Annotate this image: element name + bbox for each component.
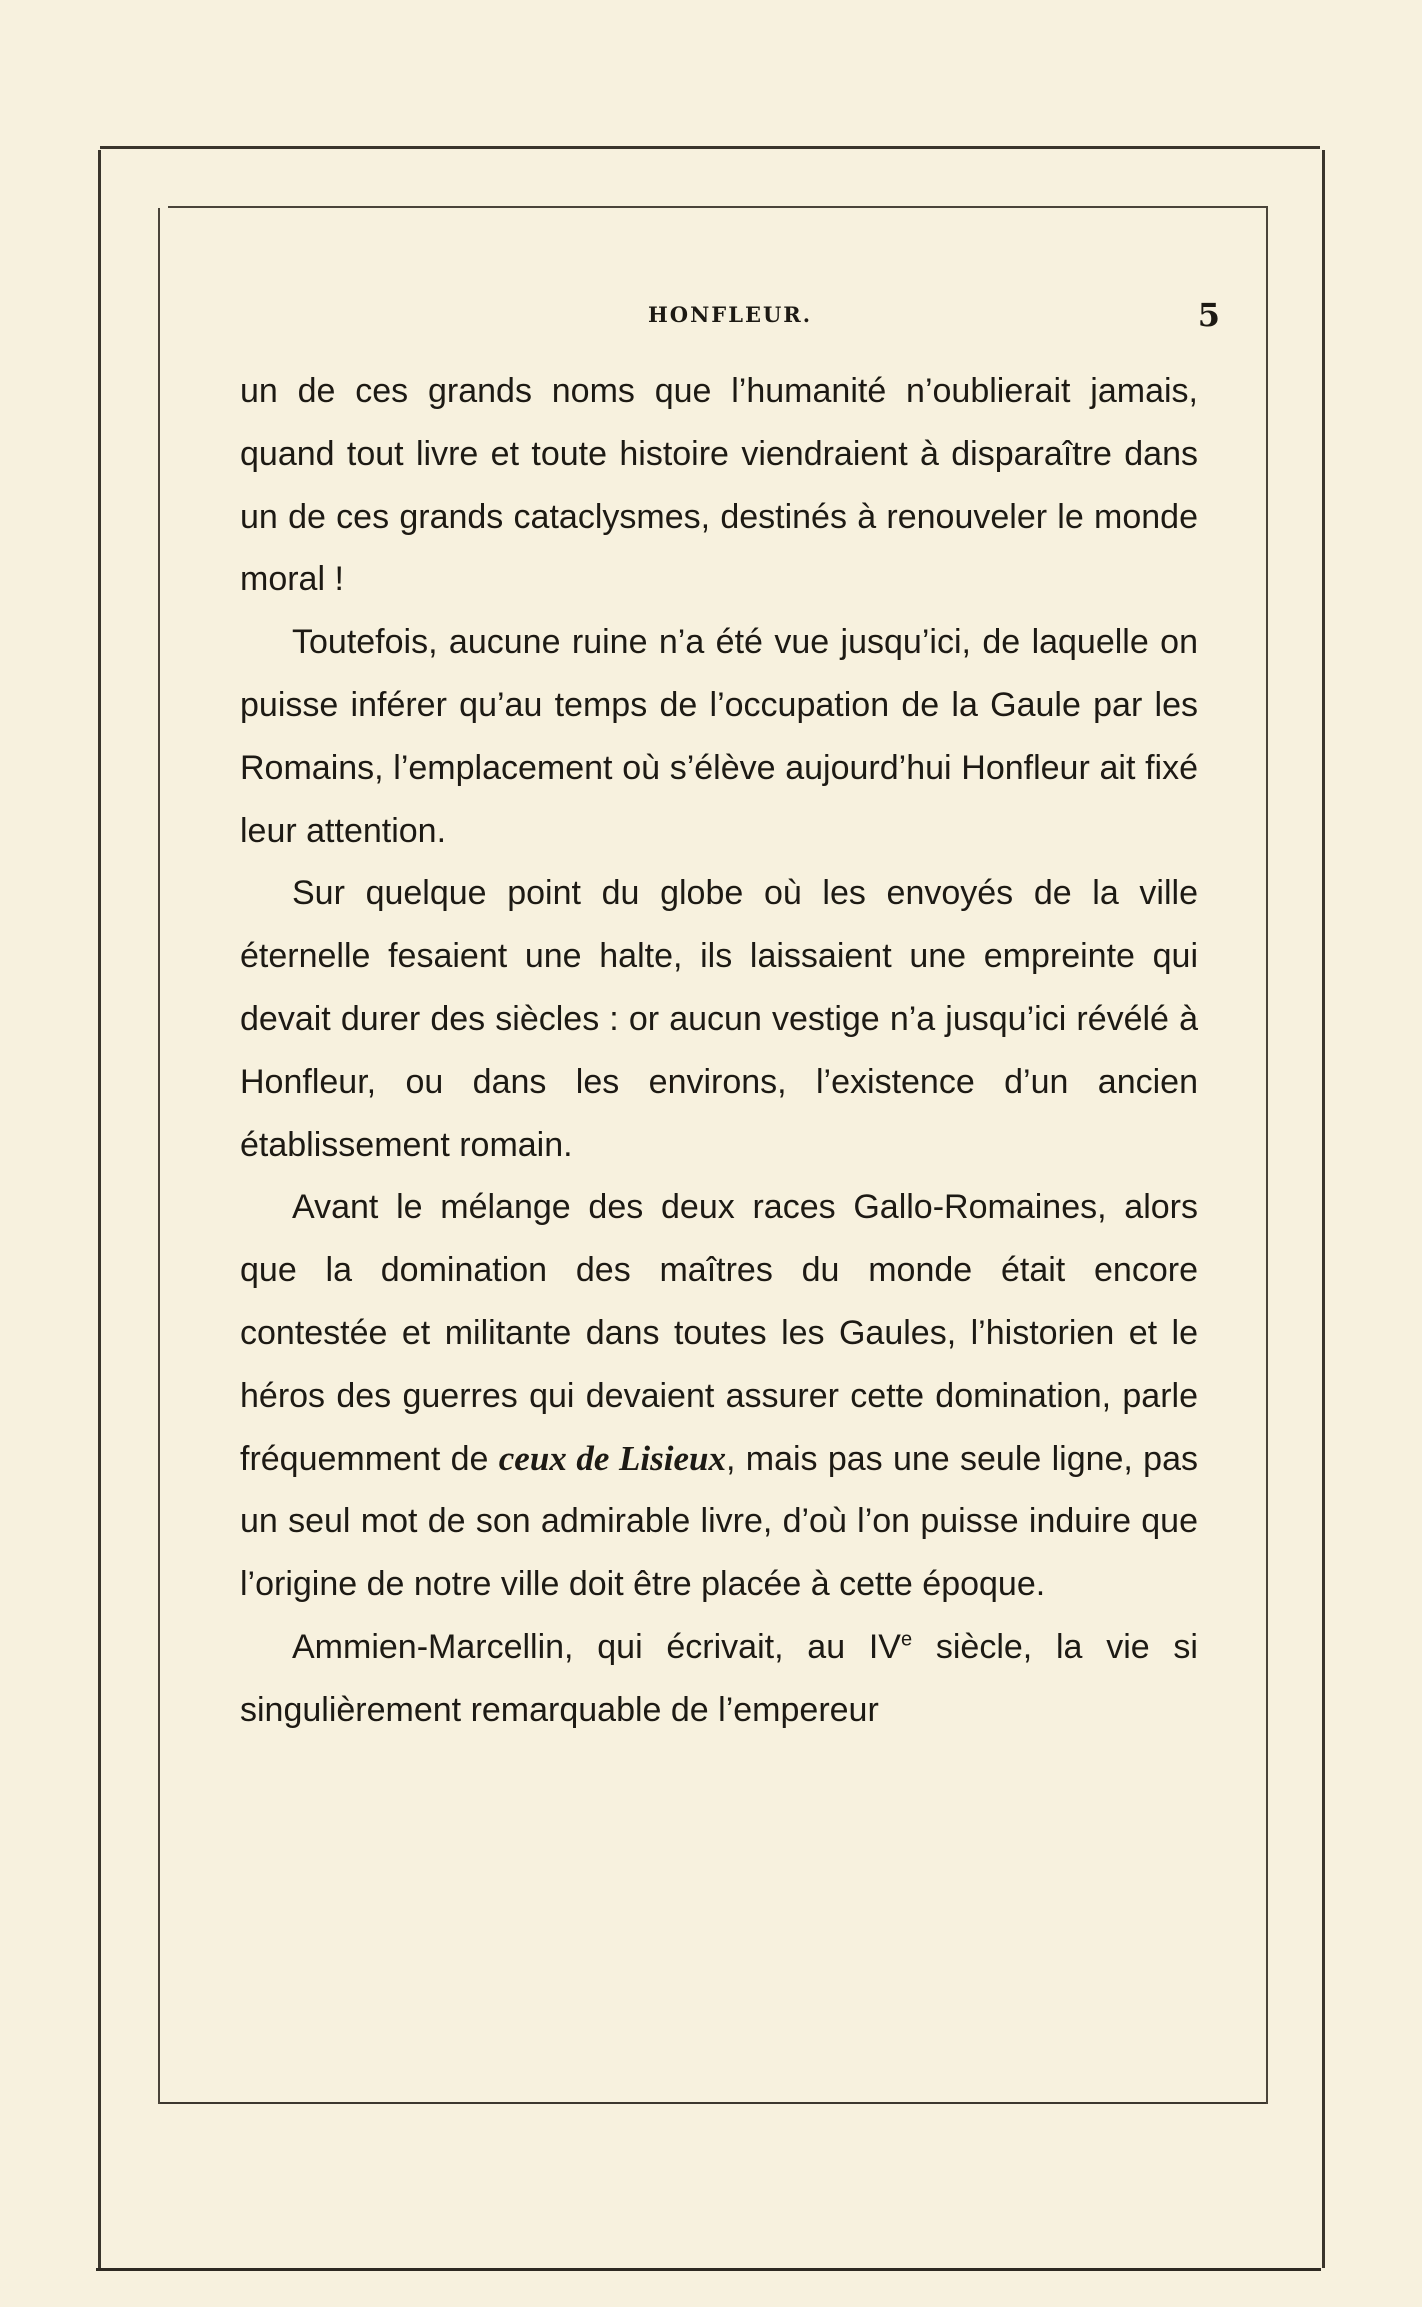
- paragraph-4-text-end: , mais pas une seule ligne, pas un seul mot de son admirable livre, d’où l’on puisse induire que l’origine de notre ville doit être placée à cette époque.: [240, 1439, 1198, 1604]
- outer-right-rule: [1322, 150, 1325, 2268]
- page-number: 5: [1197, 296, 1220, 334]
- paragraph-4: [240, 1176, 1198, 1616]
- paragraph-5-superscript: e: [900, 1628, 913, 1651]
- inner-bottom-rule: [160, 2102, 1268, 2104]
- paragraph-4-text-start: Avant le mélange des deux races Gallo-Romaines, alors que la domination des maîtres du monde était encore contestée et militante dans toutes les Gaules, l’historien et le héros des guerres qui devaient assurer cette domination, parle fréquemment de: [240, 1188, 1198, 1478]
- body-text: [240, 360, 1198, 1742]
- outer-bottom-rule: [96, 2268, 1321, 2271]
- outer-left-rule: [98, 150, 101, 2268]
- paragraph-1: un de ces grands noms que l’humanité n’oublierait jamais, quand tout livre et toute histoire viendraient à disparaître dans un de ces grands cataclysmes, destinés à renouveler le monde moral !: [240, 372, 1198, 599]
- inner-left-rule: [158, 208, 160, 2104]
- page-header: [240, 296, 1220, 336]
- inner-right-rule: [1266, 208, 1268, 2104]
- paragraph-2: Toutefois, aucune ruine n’a été vue jusqu’ici, de laquelle on puisse inférer qu’au temps de l’occupation de la Gaule par les Romains, l’emplacement où s’élève aujourd’hui Honfleur ait fixé leur attention.: [240, 623, 1198, 850]
- paragraph-5-text-start: Ammien-Marcellin, qui écrivait, au IV: [292, 1627, 901, 1666]
- paragraph-5-text-end: siècle, la vie si singulièrement remarquable de l’empereur: [240, 1627, 1198, 1729]
- running-head: HONFLEUR.: [647, 302, 813, 327]
- inner-top-rule: [168, 206, 1268, 208]
- paragraph-3: Sur quelque point du globe où les envoyés de la ville éternelle fesaient une halte, ils laissaient une empreinte qui devait durer des siècles : or aucun vestige n’a jusqu’ici révélé à Honfleur, ou dans les environs, l’existence d’un ancien établissement romain.: [240, 874, 1198, 1164]
- paragraph-5: [240, 1616, 1198, 1742]
- paragraph-4-italic: ceux de Lisieux: [498, 1438, 726, 1478]
- outer-top-rule: [100, 146, 1320, 149]
